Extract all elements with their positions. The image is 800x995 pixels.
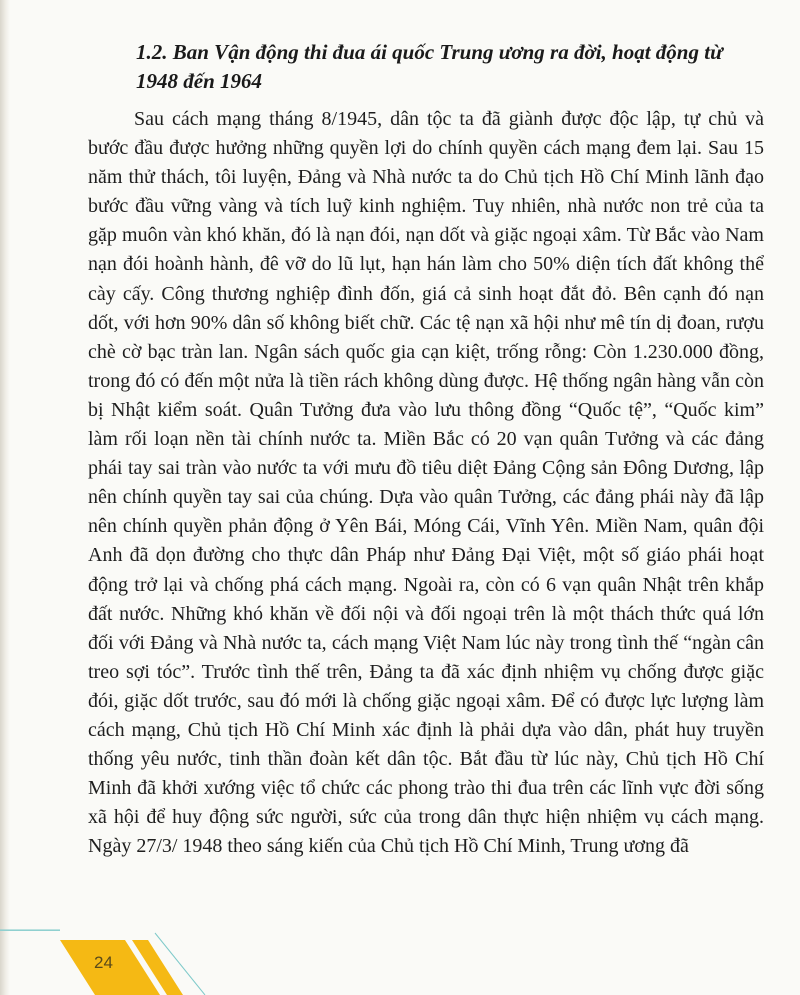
body-paragraph-text: Sau cách mạng tháng 8/1945, dân tộc ta đã giành được độc lập, tự chủ và bước đầu được hưởng những quyền lợi do chính quyền cách mạng đem lại. Sau 15 năm thử thách, tôi luyện, Đảng và Nhà nước ta do Chủ tịch Hồ Chí Minh lãnh đạo bước đầu vững vàng và tích luỹ kinh nghiệm. Tuy nhiên, nhà nước non trẻ của ta gặp muôn vàn khó khăn, đó là nạn đói, nạn dốt và giặc ngoại xâm. Từ Bắc vào Nam nạn đói hoành hành, đê vỡ do lũ lụt, hạn hán làm cho 50% diện tích đất không thể cày cấy. Công thương nghiệp đình đốn, giá cả sinh hoạt đắt đỏ. Bên cạnh đó nạn dốt, với hơn 90% dân số không biết chữ. Các tệ nạn xã hội như mê tín dị đoan, rượu chè cờ bạc tràn lan. Ngân sách quốc gia cạn kiệt, trống rỗng: Còn 1.230.000 đồng, trong đó có đến một nửa là tiền rách không dùng được. Hệ thống ngân hàng vẫn còn bị Nhật kiểm soát. Quân Tưởng đưa vào lưu thông đồng “Quốc tệ”, “Quốc kim” làm rối loạn nền tài chính nước ta. Miền Bắc có 20 vạn quân Tưởng và các đảng phái tay sai tràn vào nước ta với mưu đồ tiêu diệt Đảng Cộng sản Đông Dương, lập nên chính quyền tay sai của chúng. Dựa vào quân Tưởng, các đảng phái này đã lập nên chính quyền phản động ở Yên Bái, Móng Cái, Vĩnh Yên. Miền Nam, quân đội Anh đã dọn đường cho thực dân Pháp như Đảng Đại Việt, một số giáo phái hoạt động trở lại và chống phá cách mạng. Ngoài ra, còn có 6 vạn quân Nhật trên khắp đất nước. Những khó khăn về đối nội và đối ngoại trên là một thách thức quá lớn đối với Đảng và Nhà nước ta, cách mạng Việt Nam lúc này trong tình thế “ngàn cân treo sợi tóc”. Trước tình thế trên, Đảng ta đã xác định nhiệm vụ chống được giặc đói, giặc dốt trước, sau đó mới là chống giặc ngoại xâm. Để có được lực lượng làm cách mạng, Chủ tịch Hồ Chí Minh xác định là phải dựa vào dân, phát huy truyền thống yêu nước, tinh thần đoàn kết dân tộc. Bắt đầu từ lúc này, Chủ tịch Hồ Chí Minh đã khởi xướng việc tổ chức các phong trào thi đua trên các lĩnh vực đời sống xã hội để huy động sức người, sức của trong dân thực hiện nhiệm vụ cách mạng. Ngày 27/3/ 1948 theo sáng kiến của Chủ tịch Hồ Chí Minh, Trung ương đã — [88, 108, 764, 858]
page-number-decoration — [0, 900, 230, 995]
section-heading: 1.2. Ban Vận động thi đua ái quốc Trung ương ra đời, hoạt động từ 1948 đến 1964 — [136, 40, 723, 93]
page-number: 24 — [94, 953, 113, 972]
body-paragraph — [88, 105, 764, 861]
page-edge-shadow — [0, 0, 10, 995]
